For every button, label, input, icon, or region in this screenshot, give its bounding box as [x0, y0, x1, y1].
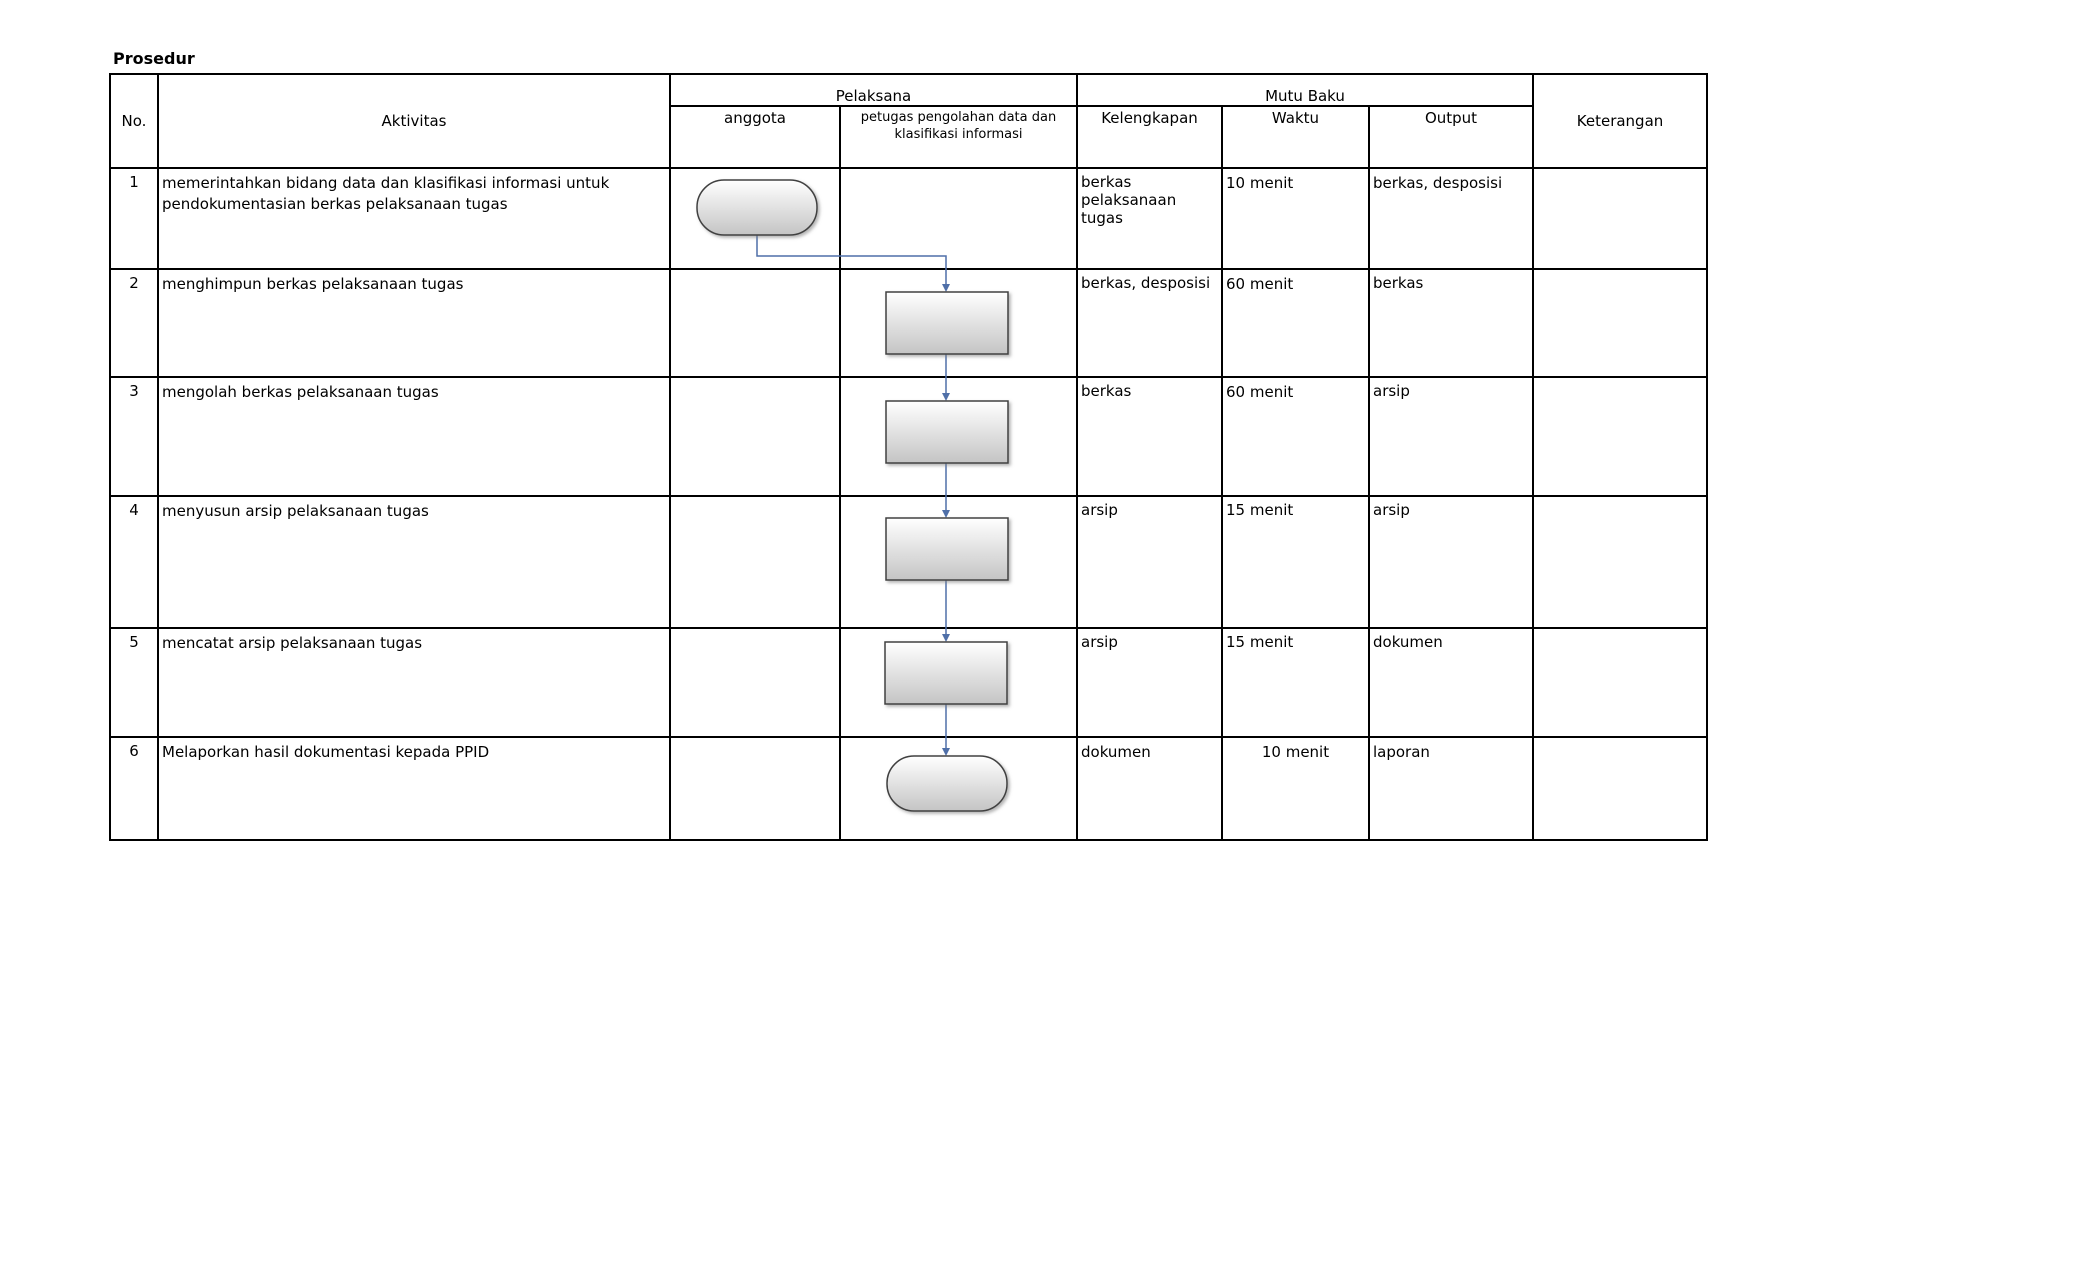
row-output: arsip	[1369, 377, 1533, 496]
row-output: laporan	[1369, 737, 1533, 840]
row-kelengkapan: berkas	[1077, 377, 1222, 496]
row-keterangan	[1533, 377, 1707, 496]
row-output: arsip	[1369, 496, 1533, 628]
lane-anggota-cell	[670, 377, 840, 496]
row-output: dokumen	[1369, 628, 1533, 737]
row-aktivitas: mencatat arsip pelaksanaan tugas	[158, 628, 670, 737]
row-aktivitas: menyusun arsip pelaksanaan tugas	[158, 496, 670, 628]
row-keterangan	[1533, 737, 1707, 840]
row-waktu: 60 menit	[1222, 269, 1369, 377]
lane-petugas-cell	[840, 628, 1077, 737]
row-kelengkapan: berkas pelaksanaan tugas	[1077, 168, 1222, 269]
row-waktu: 15 menit	[1222, 496, 1369, 628]
row-no: 4	[110, 496, 158, 628]
lane-petugas-cell	[840, 168, 1077, 269]
header-keterangan: Keterangan	[1533, 74, 1707, 168]
row-aktivitas: Melaporkan hasil dokumentasi kepada PPID	[158, 737, 670, 840]
header-pelaksana: Pelaksana	[670, 74, 1077, 106]
lane-anggota-cell	[670, 737, 840, 840]
header-waktu: Waktu	[1222, 106, 1369, 168]
table-row	[110, 377, 1707, 496]
row-no: 6	[110, 737, 158, 840]
row-no: 1	[110, 168, 158, 269]
row-keterangan	[1533, 628, 1707, 737]
header-no: No.	[110, 74, 158, 168]
page-title: Prosedur	[113, 49, 195, 68]
lane-petugas-cell	[840, 269, 1077, 377]
row-aktivitas: mengolah berkas pelaksanaan tugas	[158, 377, 670, 496]
row-kelengkapan: dokumen	[1077, 737, 1222, 840]
lane-petugas-cell	[840, 377, 1077, 496]
row-keterangan	[1533, 496, 1707, 628]
row-output: berkas	[1369, 269, 1533, 377]
table-row	[110, 737, 1707, 840]
header-kelengkapan: Kelengkapan	[1077, 106, 1222, 168]
lane-petugas-cell	[840, 496, 1077, 628]
sop-table	[109, 73, 1708, 841]
header-petugas: petugas pengolahan data dan klasifikasi informasi	[840, 106, 1077, 168]
header-mutu-baku: Mutu Baku	[1077, 74, 1533, 106]
table-row	[110, 269, 1707, 377]
row-kelengkapan: berkas, desposisi	[1077, 269, 1222, 377]
row-no: 5	[110, 628, 158, 737]
lane-petugas-cell	[840, 737, 1077, 840]
row-keterangan	[1533, 269, 1707, 377]
row-waktu: 10 menit	[1222, 737, 1369, 840]
row-no: 2	[110, 269, 158, 377]
row-keterangan	[1533, 168, 1707, 269]
lane-anggota-cell	[670, 628, 840, 737]
row-output: berkas, desposisi	[1369, 168, 1533, 269]
header-aktivitas: Aktivitas	[158, 74, 670, 168]
row-aktivitas: memerintahkan bidang data dan klasifikasi informasi untuk pendokumentasian berkas pelaksanaan tugas	[158, 168, 670, 269]
row-aktivitas: menghimpun berkas pelaksanaan tugas	[158, 269, 670, 377]
row-kelengkapan: arsip	[1077, 496, 1222, 628]
lane-anggota-cell	[670, 168, 840, 269]
table-row	[110, 496, 1707, 628]
row-waktu: 15 menit	[1222, 628, 1369, 737]
row-waktu: 10 menit	[1222, 168, 1369, 269]
table-row	[110, 168, 1707, 269]
header-anggota: anggota	[670, 106, 840, 168]
row-no: 3	[110, 377, 158, 496]
table-row	[110, 628, 1707, 737]
lane-anggota-cell	[670, 496, 840, 628]
lane-anggota-cell	[670, 269, 840, 377]
row-kelengkapan: arsip	[1077, 628, 1222, 737]
header-output: Output	[1369, 106, 1533, 168]
row-waktu: 60 menit	[1222, 377, 1369, 496]
